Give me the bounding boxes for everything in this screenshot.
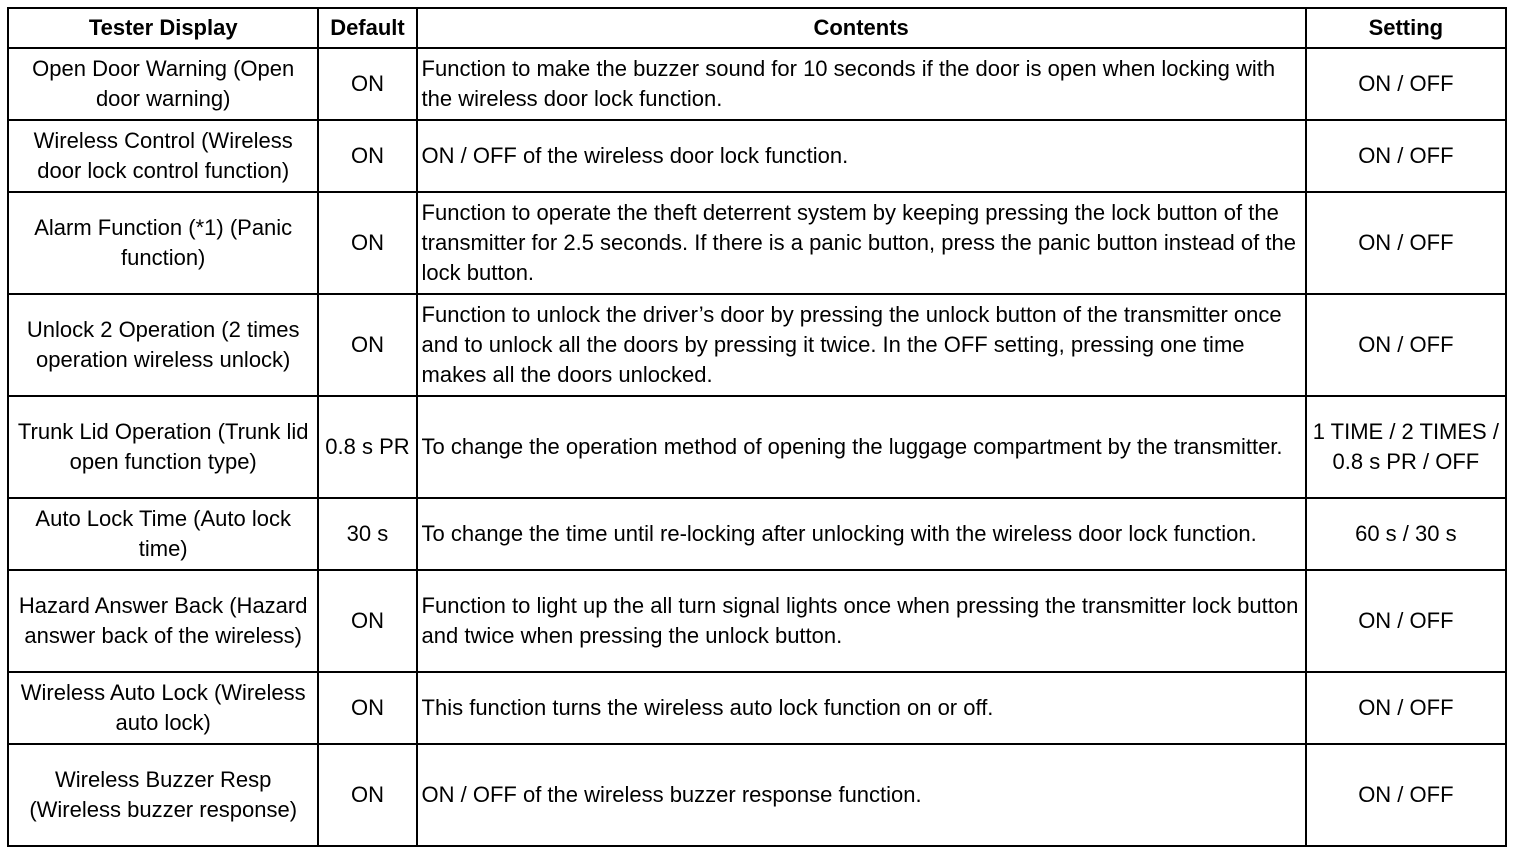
cell-tester-display: Alarm Function (*1) (Panic function) [8,192,318,294]
table-row [8,498,1506,570]
cell-default: 0.8 s PR [318,396,416,498]
cell-default: 30 s [318,498,416,570]
cell-contents: ON / OFF of the wireless buzzer response function. [417,744,1306,846]
cell-setting: ON / OFF [1306,120,1506,192]
table-row [8,570,1506,672]
table-row [8,672,1506,744]
cell-default: ON [318,570,416,672]
cell-tester-display: Wireless Auto Lock (Wireless auto lock) [8,672,318,744]
table-row [8,48,1506,120]
cell-tester-display: Wireless Buzzer Resp (Wireless buzzer response) [8,744,318,846]
cell-setting: ON / OFF [1306,744,1506,846]
table-row [8,744,1506,846]
cell-default: ON [318,294,416,396]
cell-default: ON [318,672,416,744]
cell-tester-display: Hazard Answer Back (Hazard answer back of the wireless) [8,570,318,672]
customize-settings-table [7,7,1507,847]
cell-contents: To change the time until re-locking after unlocking with the wireless door lock function. [417,498,1306,570]
cell-contents: This function turns the wireless auto lock function on or off. [417,672,1306,744]
cell-default: ON [318,192,416,294]
cell-tester-display: Wireless Control (Wireless door lock control function) [8,120,318,192]
cell-setting: 1 TIME / 2 TIMES / 0.8 s PR / OFF [1306,396,1506,498]
cell-tester-display: Unlock 2 Operation (2 times operation wireless unlock) [8,294,318,396]
header-setting: Setting [1306,8,1506,48]
cell-contents: ON / OFF of the wireless door lock function. [417,120,1306,192]
cell-tester-display: Auto Lock Time (Auto lock time) [8,498,318,570]
cell-setting: ON / OFF [1306,192,1506,294]
cell-setting: 60 s / 30 s [1306,498,1506,570]
table-row [8,396,1506,498]
header-tester-display: Tester Display [8,8,318,48]
cell-tester-display: Open Door Warning (Open door warning) [8,48,318,120]
cell-setting: ON / OFF [1306,294,1506,396]
settings-table-container [7,7,1507,847]
cell-contents: Function to operate the theft deterrent system by keeping pressing the lock button of the transmitter for 2.5 seconds. If there is a panic button, press the panic button instead of the lock button. [417,192,1306,294]
cell-contents: Function to light up the all turn signal lights once when pressing the transmitter lock button and twice when pressing the unlock button. [417,570,1306,672]
cell-default: ON [318,48,416,120]
cell-default: ON [318,120,416,192]
table-row [8,120,1506,192]
cell-setting: ON / OFF [1306,570,1506,672]
table-header-row [8,8,1506,48]
cell-contents: Function to make the buzzer sound for 10 seconds if the door is open when locking with the wireless door lock function. [417,48,1306,120]
cell-default: ON [318,744,416,846]
cell-contents: To change the operation method of opening the luggage compartment by the transmitter. [417,396,1306,498]
cell-tester-display: Trunk Lid Operation (Trunk lid open function type) [8,396,318,498]
table-row [8,192,1506,294]
cell-contents: Function to unlock the driver’s door by pressing the unlock button of the transmitter once and to unlock all the doors by pressing it twice. In the OFF setting, pressing one time makes all the doors unlocked. [417,294,1306,396]
cell-setting: ON / OFF [1306,672,1506,744]
header-default: Default [318,8,416,48]
cell-setting: ON / OFF [1306,48,1506,120]
header-contents: Contents [417,8,1306,48]
table-row [8,294,1506,396]
